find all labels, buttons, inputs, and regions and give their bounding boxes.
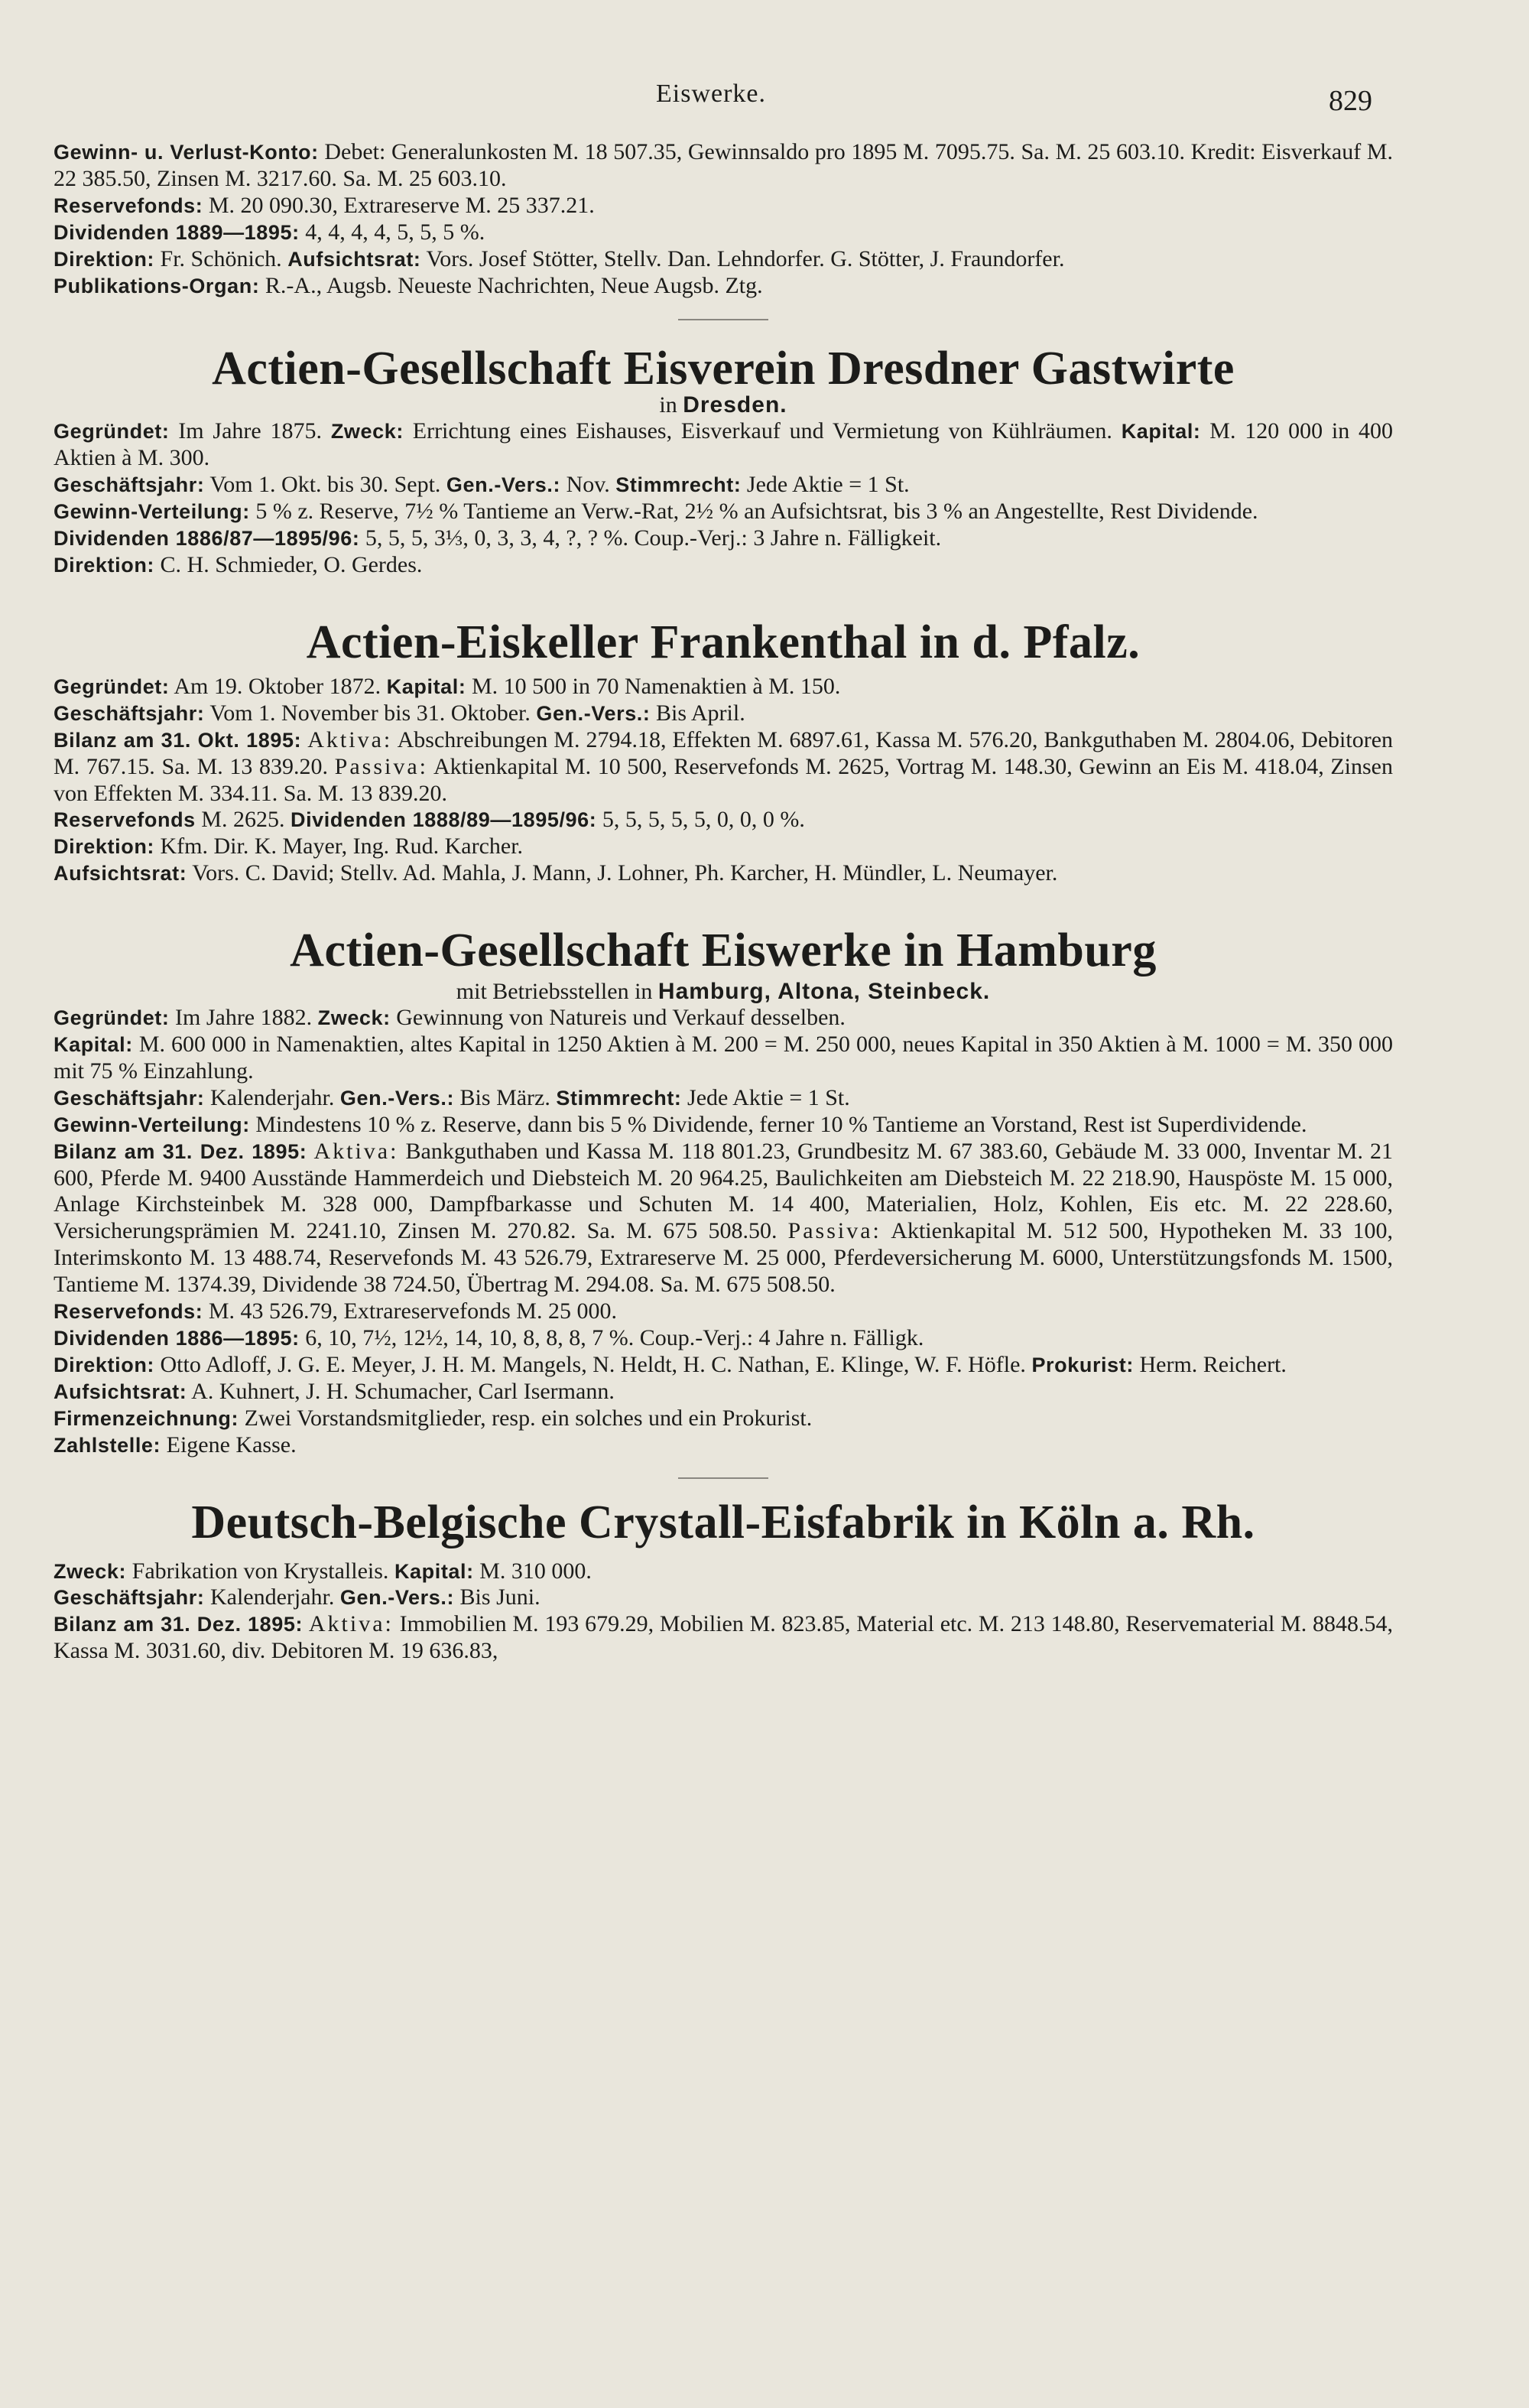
entry-line: Gegründet: Im Jahre 1875. Zweck: Errichtung eines Eishauses, Eisverkauf und Vermietung von Kühlräumen. Kapital: M. 120 000 in 400 Aktien à M. 300. bbox=[54, 418, 1394, 471]
entry-line: Direktion: Otto Adloff, J. G. E. Meyer, J. H. M. Mangels, N. Heldt, H. C. Nathan, E. Klinge, W. F. Höfle. Prokurist: Herm. Reichert. bbox=[54, 1351, 1287, 1377]
entry-line: Reservefonds M. 2625. Dividenden 1888/89—1895/96: 5, 5, 5, 5, 5, 0, 0, 0 %. bbox=[54, 807, 805, 833]
entry-line: Publikations-Organ: R.-A., Augsb. Neueste Nachrichten, Neue Augsb. Ztg. bbox=[54, 272, 763, 298]
entry-line: Dividenden 1886/87—1895/96: 5, 5, 5, 3⅓, 0, 3, 3, 4, ?, ? %. Coup.-Verj.: 3 Jahre n. Fälligkeit. bbox=[54, 525, 942, 551]
entry-line: Reservefonds: M. 43 526.79, Extrareservefonds M. 25 000. bbox=[54, 1298, 617, 1324]
entry-line: Zweck: Fabrikation von Krystalleis. Kapital: M. 310 000. bbox=[54, 1558, 592, 1584]
continuation-entry bbox=[54, 139, 1393, 299]
entry-line: Bilanz am 31. Dez. 1895: Aktiva: Immobilien M. 193 679.29, Mobilien M. 823.85, Material etc. M. 213 148.80, Reservematerial M. 8848.54, Kassa M. 3031.60, div. Debitoren M. 19 636.83, bbox=[54, 1611, 1394, 1664]
entry-line: Kapital: M. 600 000 in Namenaktien, altes Kapital in 1250 Aktien à M. 200 = M. 250 000, neues Kapital in 350 Aktien à M. 1000 = M. 350 000 mit 75 % Einzahlung. bbox=[54, 1032, 1393, 1084]
entry-line: Gewinn-Verteilung: Mindestens 10 % z. Reserve, dann bis 5 % Dividende, ferner 10 % Tantieme an Vorstand, Rest ist Superdividende. bbox=[54, 1111, 1307, 1137]
entry-line: Direktion: Kfm. Dir. K. Mayer, Ing. Rud. Karcher. bbox=[54, 834, 524, 860]
company-entry bbox=[54, 927, 1393, 1458]
running-header bbox=[0, 80, 1529, 118]
page-number: 829 bbox=[1329, 85, 1372, 117]
entry-line: Gegründet: Im Jahre 1882. Zweck: Gewinnung von Natureis und Verkauf desselben. bbox=[54, 1005, 846, 1031]
company-entry bbox=[54, 616, 1394, 887]
company-title: Deutsch-Belgische Crystall-Eisfabrik in Köln a. Rh. bbox=[191, 1496, 1255, 1548]
company-title: Actien-Gesellschaft Eisverein Dresdner Gastwirte bbox=[212, 343, 1235, 395]
entry-line: Geschäftsjahr: Kalenderjahr. Gen.-Vers.: Bis Juni. bbox=[54, 1584, 541, 1610]
company-entry bbox=[54, 345, 1393, 578]
entry-line: Dividenden 1886—1895: 6, 10, 7½, 12½, 14, 10, 8, 8, 8, 7 %. Coup.-Verj.: 4 Jahre n. Fälligk. bbox=[54, 1325, 924, 1350]
entry-line: Direktion: C. H. Schmieder, O. Gerdes. bbox=[54, 551, 423, 577]
company-subtitle: in Dresden. bbox=[659, 392, 787, 418]
company-subtitle: mit Betriebsstellen in Hamburg, Altona, Steinbeck. bbox=[456, 979, 991, 1005]
section-divider bbox=[678, 1477, 768, 1479]
section-divider bbox=[678, 319, 768, 320]
entry-line: Reservefonds: M. 20 090.30, Extrareserve M. 25 337.21. bbox=[54, 192, 595, 218]
entry-line: Geschäftsjahr: Vom 1. November bis 31. Oktober. Gen.-Vers.: Bis April. bbox=[54, 700, 745, 726]
page-content bbox=[54, 139, 1393, 1665]
company-entry bbox=[54, 1496, 1394, 1665]
entry-line: Zahlstelle: Eigene Kasse. bbox=[54, 1431, 297, 1457]
entry-line: Direktion: Fr. Schönich. Aufsichtsrat: Vors. Josef Stötter, Stellv. Dan. Lehndorfer. G. Stötter, J. Fraundorfer. bbox=[54, 245, 1065, 271]
entry-line: Geschäftsjahr: Vom 1. Okt. bis 30. Sept. Gen.-Vers.: Nov. Stimmrecht: Jede Aktie = 1 St. bbox=[54, 472, 910, 498]
entry-line: Geschäftsjahr: Kalenderjahr. Gen.-Vers.: Bis März. Stimmrecht: Jede Aktie = 1 St. bbox=[54, 1084, 850, 1110]
entry-line: Aufsichtsrat: Vors. C. David; Stellv. Ad. Mahla, J. Mann, J. Lohner, Ph. Karcher, H. Mündler, L. Neumayer. bbox=[54, 860, 1058, 886]
entry-line: Firmenzeichnung: Zwei Vorstandsmitglieder, resp. ein solches und ein Prokurist. bbox=[54, 1405, 813, 1431]
entry-line: Aufsichtsrat: A. Kuhnert, J. H. Schumacher, Carl Isermann. bbox=[54, 1378, 615, 1404]
entry-line: Gewinn-Verteilung: 5 % z. Reserve, 7½ % Tantieme an Verw.-Rat, 2½ % an Aufsichtsrat, bis 3 % an Angestellte, Rest Dividende. bbox=[54, 499, 1258, 525]
entry-line: Bilanz am 31. Okt. 1895: Aktiva: Abschreibungen M. 2794.18, Effekten M. 6897.61, Kassa M. 576.20, Bankguthaben M. 2804.06, Debitoren M. 767.15. Sa. M. 13 839.20. Passiva: Aktienkapital M. 10 500, Reservefonds M. 2625, Vortrag M. 148.30, Gewinn an Eis M. 418.04, Zinsen von Effekten M. 334.11. Sa. M. 13 839.20. bbox=[54, 726, 1394, 806]
company-title: Actien-Eiskeller Frankenthal in d. Pfalz. bbox=[306, 616, 1141, 668]
company-title: Actien-Gesellschaft Eiswerke in Hamburg bbox=[290, 925, 1157, 977]
entry-line: Bilanz am 31. Dez. 1895: Aktiva: Bankguthaben und Kassa M. 118 801.23, Grundbesitz M. 67 383.60, Gebäude M. 33 000, Inventar M. 21 600, Pferde M. 9400 Ausstände Hammerdeich und Diebsteich M. 20 964.25, Baulichkeiten am Diebsteich M. 22 218.90, Hauspöste M. 15 000, Anlage Kirchsteinbek M. 328 000, Dampfbarkasse und Schuten M. 14 400, Materialien, Holz, Kohlen, Eis etc. M. 22 228.60, Versicherungsprämien M. 2241.10, Zinsen M. 270.82. Sa. M. 675 508.50. Passiva: Aktienkapital M. 512 500, Hypotheken M. 33 100, Interimskonto M. 13 488.74, Reservefonds M. 43 526.79, Extrareserve M. 25 000, Pferdeversicherung M. 6000, Unterstützungsfonds M. 1500, Tantieme M. 1374.39, Dividende 38 724.50, Übertrag M. 294.08. Sa. M. 675 508.50. bbox=[54, 1138, 1394, 1298]
running-title: Eiswerke. bbox=[656, 80, 767, 108]
entry-line: Gewinn- u. Verlust-Konto: Debet: Generalunkosten M. 18 507.35, Gewinnsaldo pro 1895 M. 7095.75. Sa. M. 25 603.10. Kredit: Eisverkauf M. 22 385.50, Zinsen M. 3217.60. Sa. M. 25 603.10. bbox=[54, 139, 1393, 191]
entry-line: Gegründet: Am 19. Oktober 1872. Kapital: M. 10 500 in 70 Namenaktien à M. 150. bbox=[54, 673, 841, 699]
entry-line: Dividenden 1889—1895: 4, 4, 4, 4, 5, 5, 5 %. bbox=[54, 219, 485, 245]
